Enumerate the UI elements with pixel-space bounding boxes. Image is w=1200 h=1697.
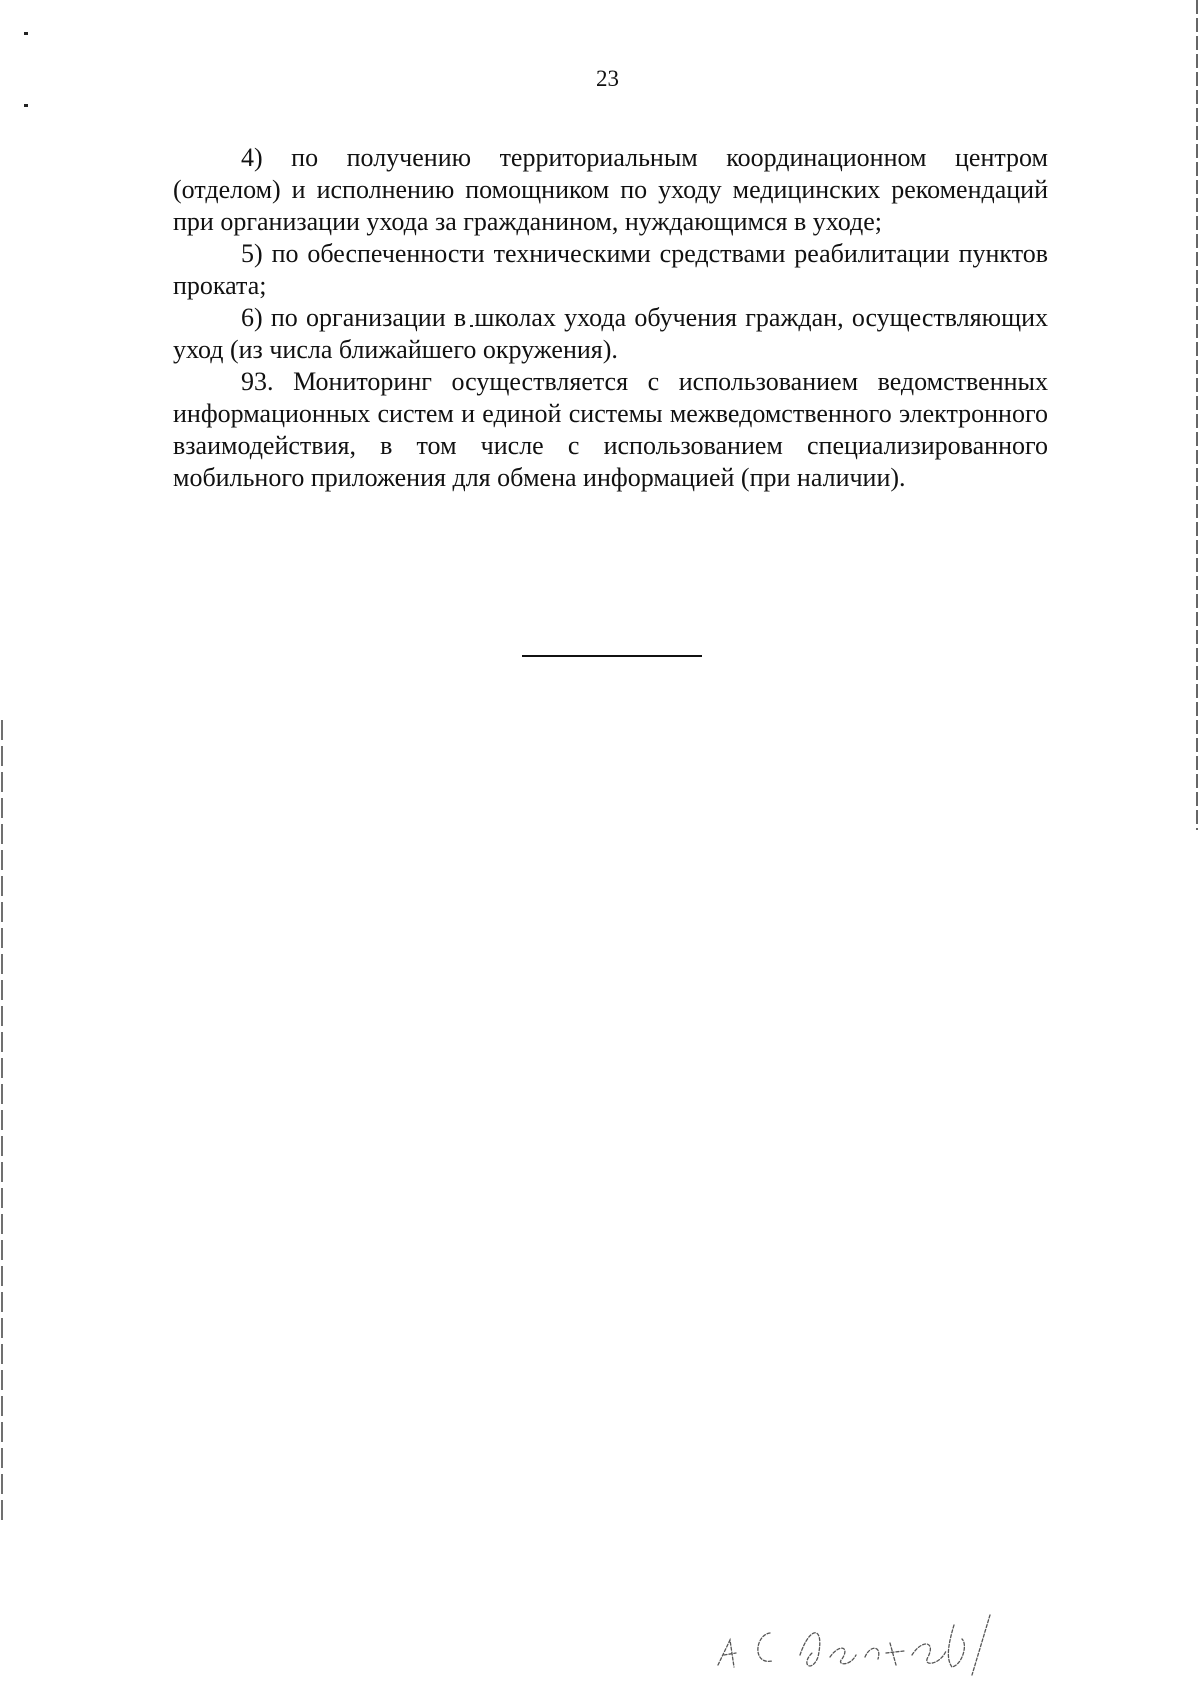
paragraph-item-6: 6) по организации в школах ухода обучения граждан, осуществляющих уход (из числа ближайшего окружения). xyxy=(173,303,1048,364)
end-divider xyxy=(522,655,702,657)
handwritten-signature xyxy=(700,1595,1020,1685)
scan-edge-left xyxy=(1,720,3,1520)
scan-edge-right xyxy=(1196,0,1198,830)
document-body xyxy=(173,142,1048,494)
paragraph-93: 93. Мониторинг осуществляется с использованием ведомственных информационных систем и единой системы межведомственного электронного взаимодействия, в том числе с использованием специализированного мобильного приложения для обмена информацией (при наличии). xyxy=(173,367,1048,492)
scan-speck xyxy=(24,32,28,35)
paragraph-item-5: 5) по обеспеченности техническими средствами реабилитации пунктов проката; xyxy=(173,239,1048,300)
page-number: 23 xyxy=(596,66,619,91)
scan-speck xyxy=(24,104,28,107)
paragraph-item-4: 4) по получению территориальным координационном центром (отделом) и исполнению помощником по уходу медицинских рекомендаций при организации ухода за гражданином, нуждающимся в уходе; xyxy=(173,143,1048,236)
